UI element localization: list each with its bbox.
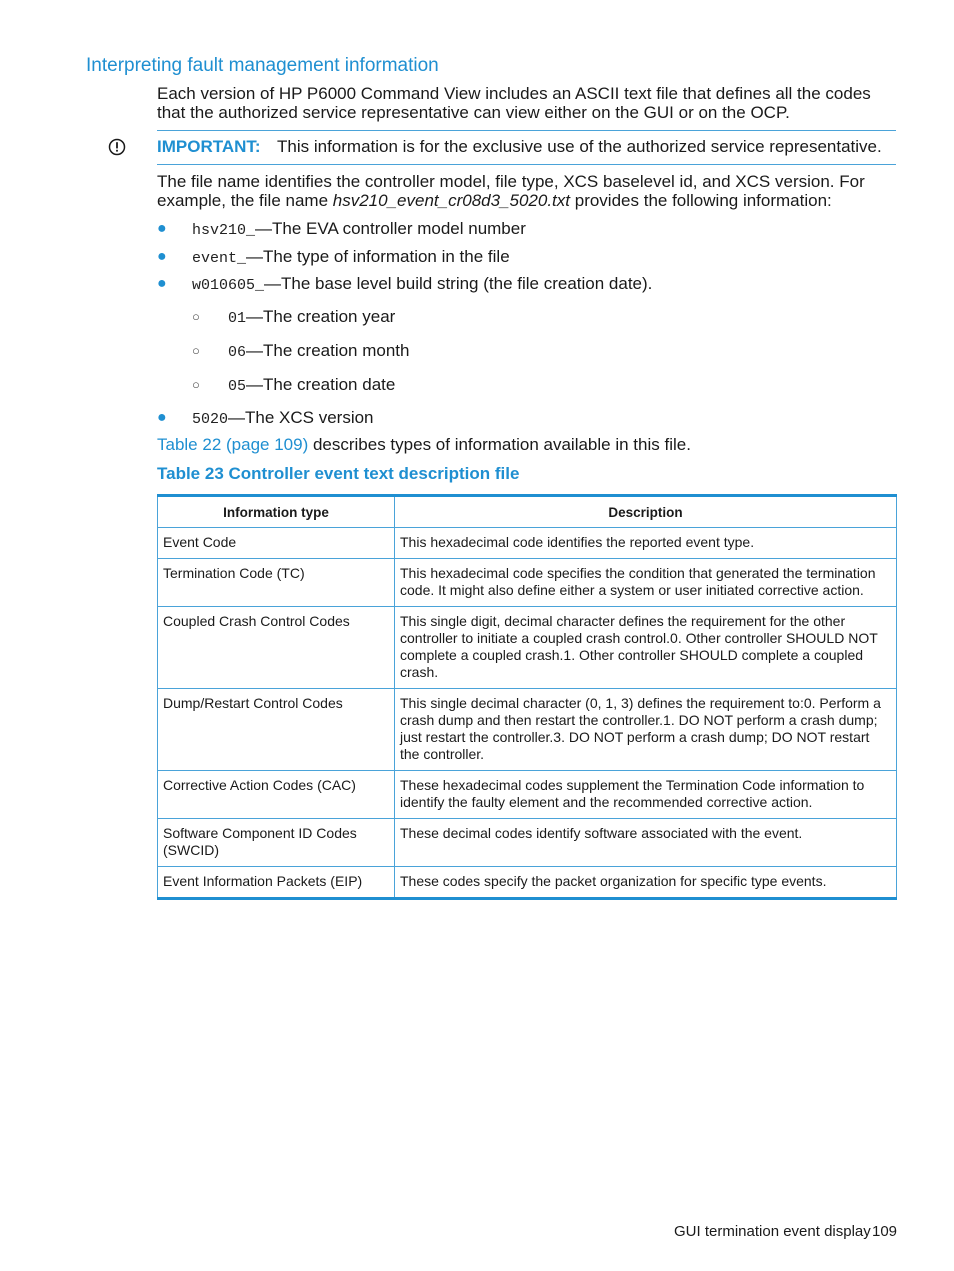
sub-list-item <box>228 341 409 361</box>
important-text: This information is for the exclusive use of the authorized service representative. <box>277 137 882 156</box>
sub-list-item-text: —The creation month <box>246 341 410 360</box>
sub-list-item-code: 06 <box>228 344 247 361</box>
column-header-description: Description <box>395 496 897 528</box>
table-22-link[interactable]: Table 22 (page 109) <box>157 435 309 454</box>
list-item <box>192 274 652 294</box>
description-cell: These decimal codes identify software associated with the event. <box>395 819 897 867</box>
bullet-dot-icon: ● <box>157 248 167 265</box>
description-cell: This single decimal character (0, 1, 3) defines the requirement to:0. Perform a crash dump and then restart the controller.1. DO NOT perform a crash dump; just restart the controller.3. DO NOT perform a crash dump; DO NOT restart the controller. <box>395 689 897 771</box>
filename-paragraph <box>157 172 882 210</box>
info-type-cell: Dump/Restart Control Codes <box>158 689 395 771</box>
bullet-dot-icon: ● <box>157 409 167 426</box>
table-reference-paragraph <box>157 435 882 454</box>
list-item-code: event_ <box>192 250 247 267</box>
sub-bullet-circle-icon: ○ <box>192 377 200 392</box>
table-caption: Table 23 Controller event text description file <box>157 464 520 483</box>
table-row <box>158 819 897 867</box>
table-row <box>158 528 897 559</box>
footer-section-title: GUI termination event display <box>674 1223 871 1240</box>
table-row <box>158 559 897 607</box>
sub-bullet-circle-icon: ○ <box>192 309 200 324</box>
controller-event-table <box>157 494 897 900</box>
sub-list-item <box>228 307 395 327</box>
table-ref-text: describes types of information available in this file. <box>308 435 691 454</box>
table-row <box>158 689 897 771</box>
table-row <box>158 771 897 819</box>
info-type-cell: Corrective Action Codes (CAC) <box>158 771 395 819</box>
info-type-cell: Event Code <box>158 528 395 559</box>
list-item-code: hsv210_ <box>192 222 256 239</box>
important-top-rule <box>157 130 896 131</box>
list-item-text: —The XCS version <box>228 408 374 427</box>
info-type-cell: Coupled Crash Control Codes <box>158 607 395 689</box>
sub-bullet-circle-icon: ○ <box>192 343 200 358</box>
filename-para-after: provides the following information: <box>570 191 832 210</box>
bullet-dot-icon: ● <box>157 275 167 292</box>
bullet-dot-icon: ● <box>157 220 167 237</box>
sub-list-item-text: —The creation year <box>246 307 396 326</box>
important-icon <box>108 138 126 156</box>
intro-paragraph: Each version of HP P6000 Command View includes an ASCII text file that defines all the codes that the authorized service representative can view either on the GUI or on the OCP. <box>157 84 871 122</box>
info-type-cell: Termination Code (TC) <box>158 559 395 607</box>
sub-list-item <box>228 375 395 395</box>
list-item <box>192 219 526 239</box>
list-item <box>192 247 510 267</box>
filename-para-before: The file name identifies the controller model, file type, XCS baselevel id, and XCS version. For example, the file name <box>157 172 865 210</box>
list-item <box>192 408 374 428</box>
page-number: 109 <box>872 1223 898 1240</box>
sub-list-item-code: 01 <box>228 310 247 327</box>
info-type-cell: Event Information Packets (EIP) <box>158 867 395 899</box>
description-cell: This hexadecimal code specifies the condition that generated the termination code. It might also define either a system or user initiated corrective action. <box>395 559 897 607</box>
table-row <box>158 867 897 899</box>
section-heading: Interpreting fault management information <box>86 55 439 76</box>
description-cell: This hexadecimal code identifies the reported event type. <box>395 528 897 559</box>
column-header-information-type: Information type <box>158 496 395 528</box>
sub-list-item-code: 05 <box>228 378 247 395</box>
important-bottom-rule <box>157 164 896 165</box>
table-header-row <box>158 496 897 528</box>
example-filename: hsv210_event_cr08d3_5020.txt <box>332 191 571 210</box>
list-item-text: —The EVA controller model number <box>255 219 526 238</box>
sub-list-item-text: —The creation date <box>246 375 396 394</box>
info-type-cell: Software Component ID Codes (SWCID) <box>158 819 395 867</box>
list-item-text: —The base level build string (the file creation date). <box>264 274 653 293</box>
description-cell: These hexadecimal codes supplement the Termination Code information to identify the faulty element and the recommended corrective action. <box>395 771 897 819</box>
description-cell: This single digit, decimal character defines the requirement for the other controller to initiate a coupled crash control.0. Other controller SHOULD NOT complete a coupled crash.1. Other controller SHOULD complete a coupled crash. <box>395 607 897 689</box>
table-row <box>158 607 897 689</box>
important-label: IMPORTANT: <box>157 137 261 156</box>
description-cell: These codes specify the packet organization for specific type events. <box>395 867 897 899</box>
list-item-text: —The type of information in the file <box>246 247 510 266</box>
list-item-code: w010605_ <box>192 277 265 294</box>
list-item-code: 5020 <box>192 411 229 428</box>
